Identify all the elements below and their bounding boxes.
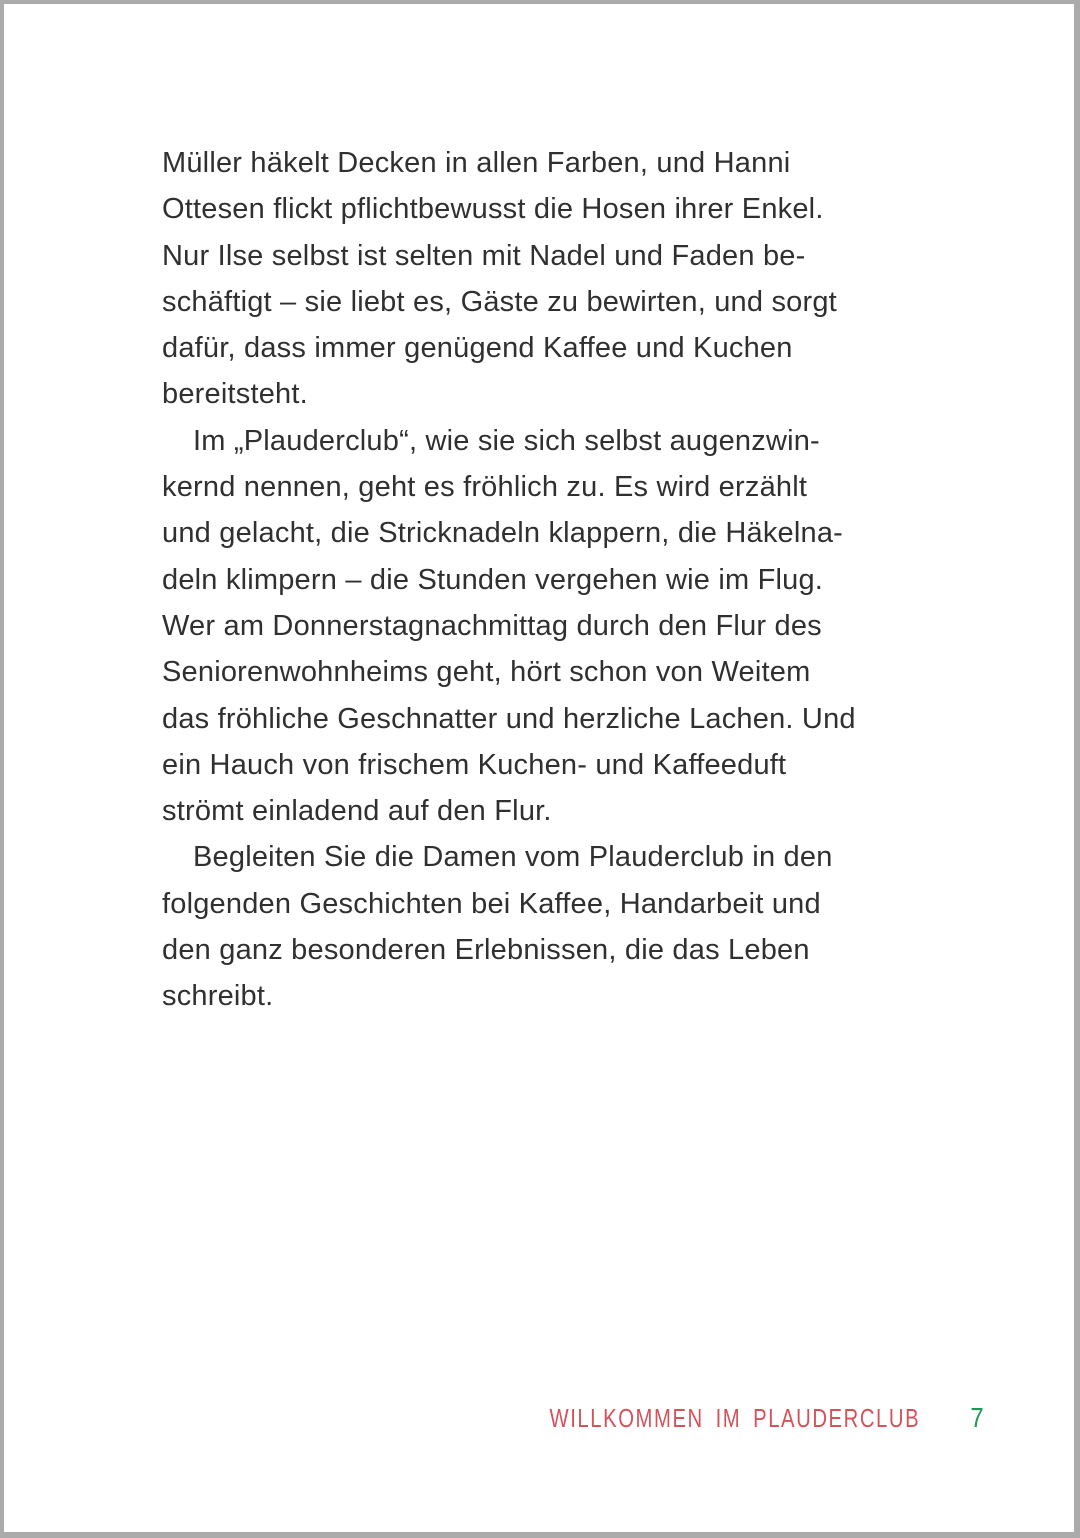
text-line: das fröhliche Geschnatter und herzliche Lachen. Und bbox=[162, 702, 856, 735]
text-line: den ganz besonderen Erlebnissen, die das Leben bbox=[162, 934, 810, 967]
paragraph-1 bbox=[162, 140, 932, 418]
text-line: dafür, dass immer genügend Kaffee und Kuchen bbox=[162, 332, 793, 365]
text-line: Müller häkelt Decken in allen Farben, und Hanni bbox=[162, 147, 791, 179]
text-line: schäftigt – sie liebt es, Gäste zu bewirten, und sorgt bbox=[162, 285, 837, 318]
body-text-block bbox=[162, 140, 932, 1020]
text-line: strömt einladend auf den Flur. bbox=[162, 795, 552, 828]
page-footer bbox=[164, 1402, 984, 1434]
page-number: 7 bbox=[970, 1402, 984, 1433]
text-line: folgenden Geschichten bei Kaffee, Handarbeit und bbox=[162, 887, 821, 920]
paragraph-3 bbox=[162, 834, 932, 1019]
text-line: und gelacht, die Stricknadeln klappern, die Häkelna- bbox=[162, 517, 844, 550]
text-line: Seniorenwohnheims geht, hört schon von Weitem bbox=[162, 656, 811, 689]
text-line: Begleiten Sie die Damen vom Plauderclub in den bbox=[193, 841, 833, 874]
paragraph-2 bbox=[162, 418, 932, 835]
text-line: bereitsteht. bbox=[162, 378, 308, 411]
text-line: kernd nennen, geht es fröhlich zu. Es wird erzählt bbox=[162, 471, 808, 504]
text-line: Ottesen flickt pflichtbewusst die Hosen ihrer Enkel. bbox=[162, 193, 824, 226]
text-line: Im „Plauderclub“, wie sie sich selbst augenzwin- bbox=[193, 424, 820, 457]
text-line: schreibt. bbox=[162, 980, 274, 1013]
text-line: Wer am Donnerstagnachmittag durch den Flur des bbox=[162, 609, 822, 642]
text-line: Nur Ilse selbst ist selten mit Nadel und Faden be- bbox=[162, 239, 806, 272]
text-line: deln klimpern – die Stunden vergehen wie im Flug. bbox=[162, 563, 824, 596]
running-chapter-title: WILLKOMMEN IM PLAUDERCLUB bbox=[549, 1403, 921, 1433]
text-line: ein Hauch von frischem Kuchen- und Kaffeeduft bbox=[162, 748, 787, 781]
